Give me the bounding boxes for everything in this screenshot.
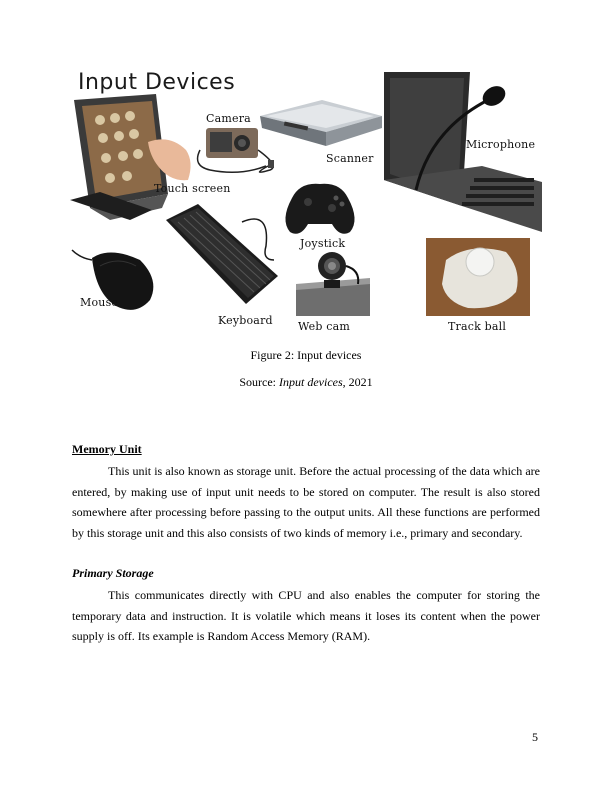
primary-storage-paragraph: This communicates directly with CPU and also enables the computer for storing the temporary data and instruction. It is volatile which means it loses its content when the power supply is off. Its example is Random Access Memory (RAM). (72, 588, 540, 643)
input-devices-figure (70, 70, 542, 338)
joystick-label: Joystick (300, 237, 346, 250)
source-suffix: , 2021 (342, 375, 373, 389)
laptop-microphone-image (384, 72, 542, 232)
figure-source (0, 375, 612, 390)
touch-screen-label: Touch screen (154, 182, 231, 195)
camera-label: Camera (206, 112, 251, 125)
keyboard-image (166, 204, 278, 304)
source-title: Input devices (279, 375, 343, 389)
figure-caption: Figure 2: Input devices (250, 348, 362, 362)
scanner-image (260, 100, 382, 146)
camera-image (198, 128, 274, 172)
joystick-image (285, 184, 354, 234)
input-devices-illustration (70, 70, 542, 338)
memory-unit-paragraph: This unit is also known as storage unit. Before the actual processing of the data which are entered, by making use of input unit needs to be stored on computer. The result is also stored somewhere after processing before passing to the output units. All these functions are performed by this storage unit and this also consists of two kinds of memory i.e., primary and secondary. (72, 464, 540, 540)
track-ball-image (426, 238, 530, 316)
memory-unit-heading: Memory Unit (72, 442, 142, 456)
touch-screen-image (70, 94, 191, 220)
page-number: 5 (532, 730, 538, 744)
microphone-label: Microphone (466, 138, 536, 151)
mouse-label: Mouse (80, 296, 119, 309)
keyboard-label: Keyboard (218, 314, 273, 327)
source-prefix: Source: (239, 375, 279, 389)
web-cam-label: Web cam (298, 320, 351, 333)
primary-storage-heading: Primary Storage (72, 566, 154, 580)
scanner-label: Scanner (326, 152, 374, 165)
web-cam-image (296, 252, 370, 316)
track-ball-label: Track ball (448, 320, 507, 333)
figure-title: Input Devices (78, 70, 236, 95)
